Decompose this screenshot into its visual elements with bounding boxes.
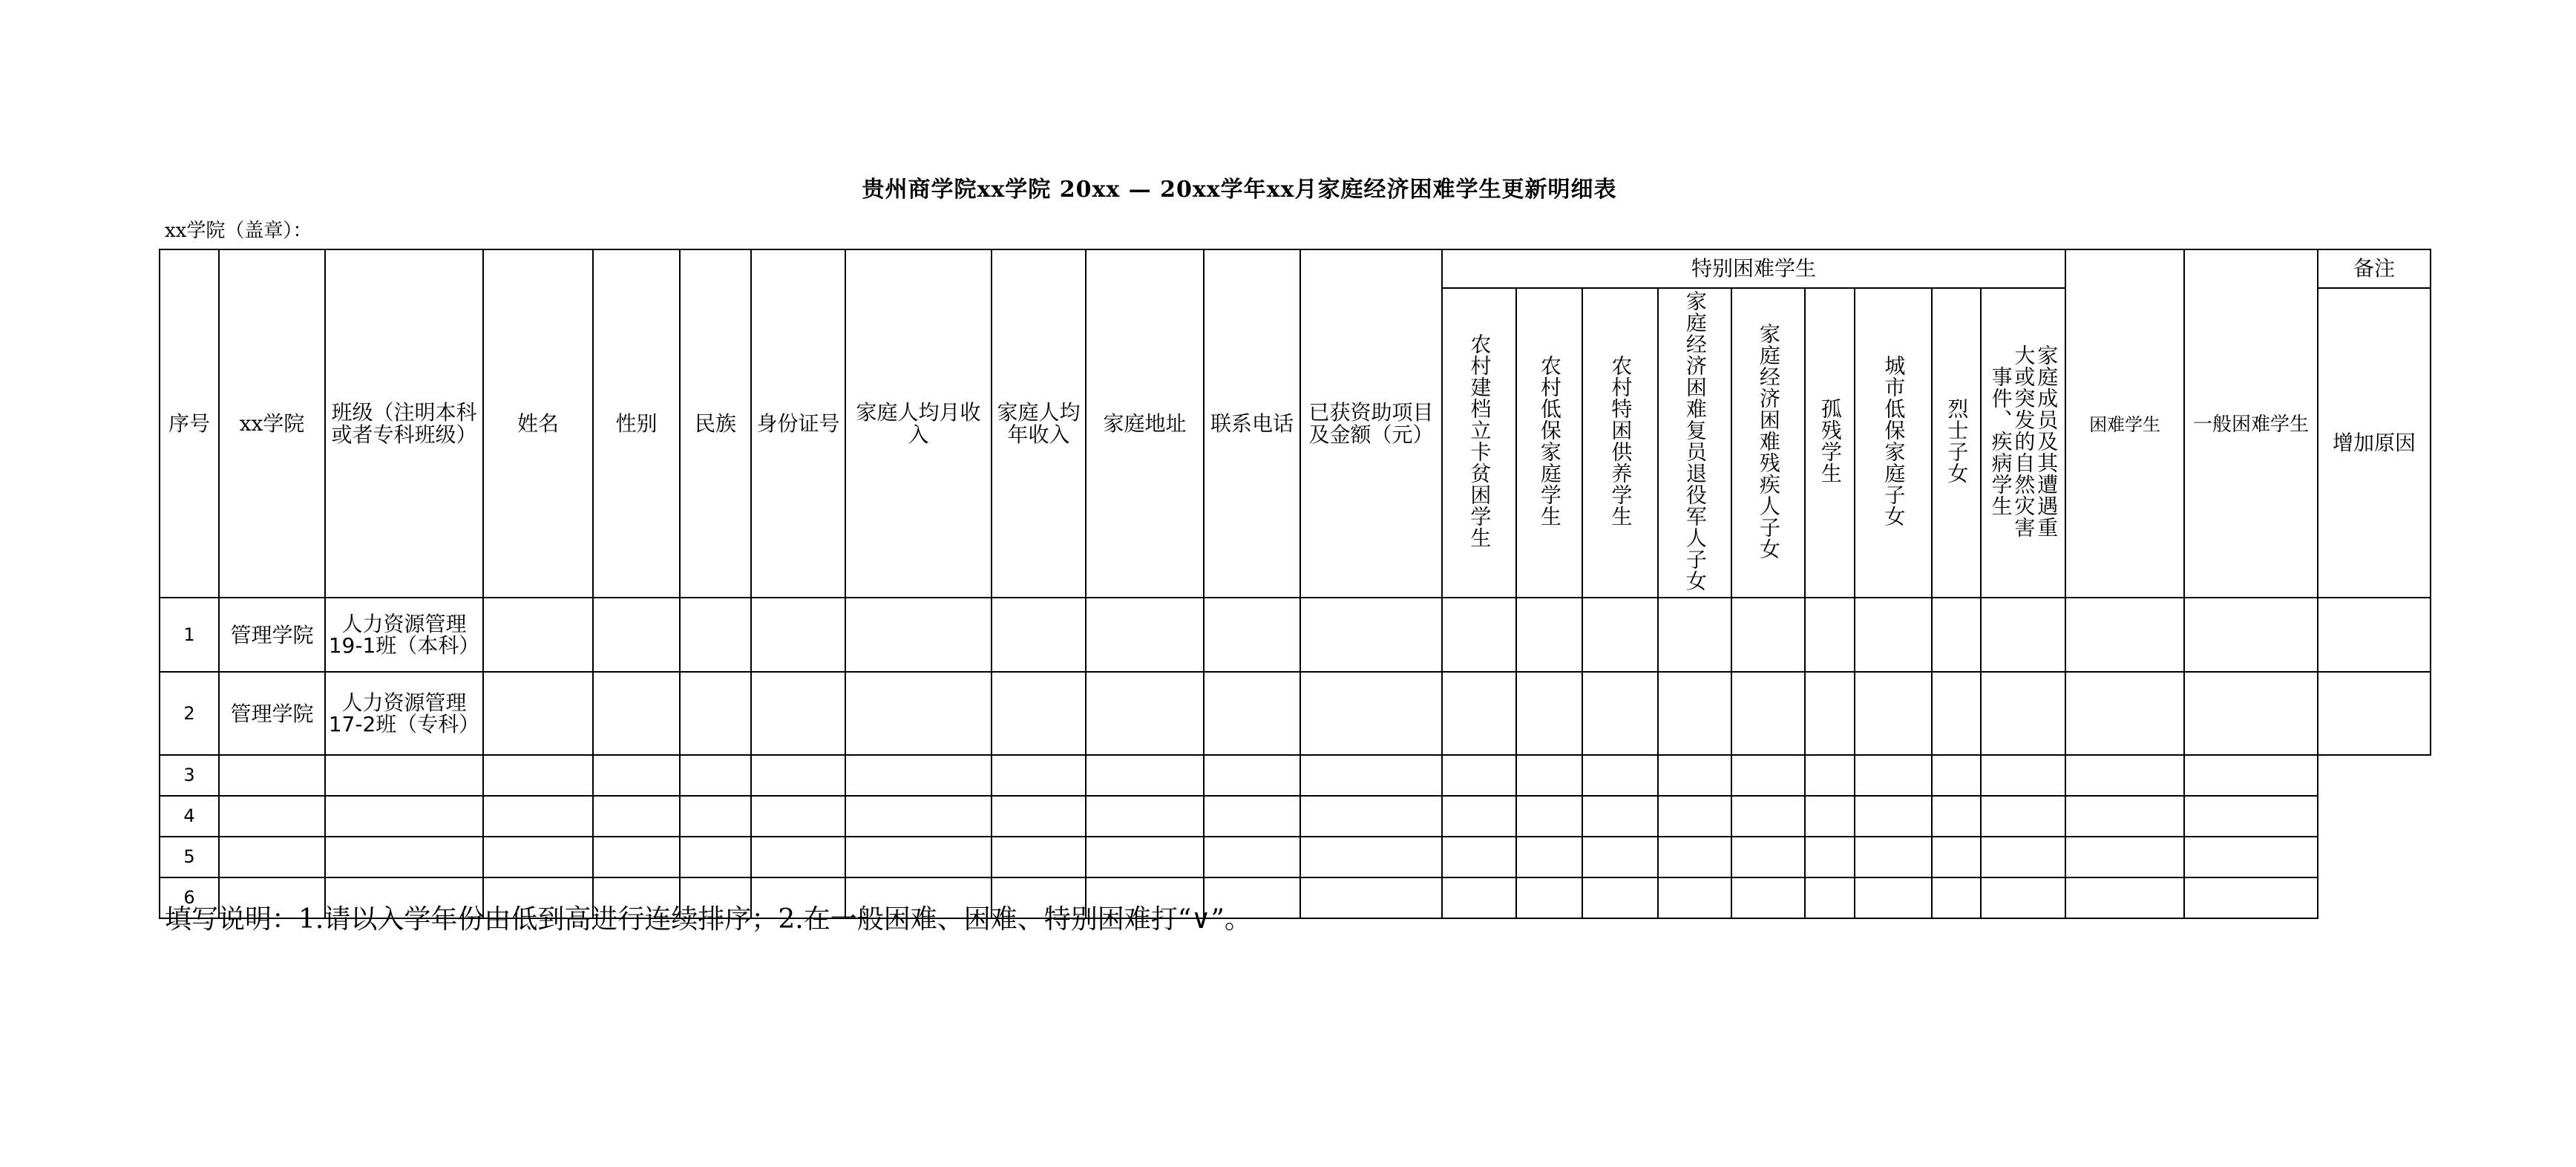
cell[interactable] (2065, 755, 2184, 796)
cell[interactable] (680, 837, 751, 877)
cell[interactable] (1855, 796, 1932, 837)
header-id-number: 身份证号 (751, 249, 845, 598)
cell[interactable] (1300, 796, 1442, 837)
cell[interactable] (1204, 837, 1300, 877)
header-special-3-label: 农村特困供养学生 (1608, 355, 1633, 527)
header-phone: 联系电话 (1204, 249, 1300, 598)
cell[interactable] (483, 672, 593, 755)
cell[interactable] (593, 837, 680, 877)
header-special-4-label: 家庭经济困难复员退役军人子女 (1682, 290, 1708, 592)
cell[interactable] (1805, 796, 1855, 837)
cell[interactable] (1658, 837, 1731, 877)
cell[interactable] (751, 837, 845, 877)
cell[interactable] (1442, 672, 1516, 755)
cell[interactable] (1442, 877, 1516, 918)
cell[interactable] (992, 837, 1086, 877)
header-special-2-label: 农村低保家庭学生 (1537, 355, 1562, 527)
cell[interactable] (325, 755, 483, 796)
cell[interactable] (992, 672, 1086, 755)
header-special-5-label: 家庭经济困难残疾人子女 (1756, 322, 1781, 560)
cell[interactable] (1582, 796, 1658, 837)
cell[interactable] (2065, 672, 2184, 755)
cell[interactable] (2065, 598, 2184, 672)
row-seq: 2 (160, 672, 219, 755)
header-special-8-label: 烈士子女 (1944, 398, 1970, 484)
table-row (160, 755, 2431, 796)
cell[interactable] (680, 598, 751, 672)
table-row (160, 837, 2431, 877)
cell[interactable] (593, 598, 680, 672)
college-stamp-label: xx学院（盖章）： (165, 220, 312, 242)
row-class: 人力资源管理19-1班（本科） (325, 598, 483, 672)
cell[interactable] (1442, 796, 1516, 837)
header-remark: 备注 (2318, 249, 2431, 288)
cell[interactable] (2184, 598, 2318, 672)
header-gender: 性别 (593, 249, 680, 598)
header-special-8 (1932, 288, 1981, 598)
header-special-2 (1516, 288, 1582, 598)
header-special-1-label: 农村建档立卡贫困学生 (1467, 333, 1492, 549)
cell[interactable] (2184, 755, 2318, 796)
cell[interactable] (1442, 837, 1516, 877)
header-difficult-label: 困难学生 (2089, 414, 2161, 435)
cell[interactable] (1442, 598, 1516, 672)
cell[interactable] (219, 837, 325, 877)
cell[interactable] (1981, 796, 2065, 837)
cell[interactable] (1805, 837, 1855, 877)
cell[interactable] (325, 796, 483, 837)
cell[interactable] (1805, 755, 1855, 796)
cell[interactable] (680, 796, 751, 837)
cell[interactable] (1516, 598, 1582, 672)
header-special-7-label: 城市低保家庭子女 (1881, 355, 1907, 527)
header-ethnicity: 民族 (680, 249, 751, 598)
cell[interactable] (845, 796, 992, 837)
cell[interactable] (1204, 672, 1300, 755)
cell[interactable] (1300, 837, 1442, 877)
cell[interactable] (1300, 877, 1442, 918)
header-special-4 (1658, 288, 1731, 598)
cell[interactable] (1855, 598, 1932, 672)
cell[interactable] (1204, 796, 1300, 837)
cell[interactable] (1516, 877, 1582, 918)
header-general-label: 一般困难学生 (2193, 413, 2310, 436)
cell[interactable] (751, 796, 845, 837)
cell[interactable] (992, 598, 1086, 672)
cell[interactable] (219, 796, 325, 837)
row-college: 管理学院 (219, 598, 325, 672)
cell[interactable] (1300, 672, 1442, 755)
cell[interactable] (1731, 837, 1805, 877)
cell[interactable] (1582, 837, 1658, 877)
row-college: 管理学院 (219, 672, 325, 755)
cell[interactable] (751, 598, 845, 672)
cell[interactable] (1582, 877, 1658, 918)
cell[interactable] (483, 796, 593, 837)
header-special-group: 特别困难学生 (1442, 249, 2065, 288)
header-general (2184, 249, 2318, 598)
cell[interactable] (1731, 877, 1805, 918)
cell[interactable] (2318, 672, 2431, 755)
cell[interactable] (2184, 796, 2318, 837)
cell[interactable] (1731, 796, 1805, 837)
row-class: 人力资源管理17-2班（专科） (325, 672, 483, 755)
cell[interactable] (2318, 598, 2431, 672)
header-special-5 (1731, 288, 1805, 598)
cell[interactable] (992, 796, 1086, 837)
cell[interactable] (1981, 598, 2065, 672)
header-aid: 已获资助项目及金额（元） (1300, 249, 1442, 598)
cell[interactable] (483, 837, 593, 877)
cell[interactable] (1442, 755, 1516, 796)
row-seq: 3 (160, 755, 219, 796)
cell[interactable] (593, 755, 680, 796)
cell[interactable] (845, 672, 992, 755)
row-seq: 1 (160, 598, 219, 672)
cell[interactable] (1981, 755, 2065, 796)
header-college: xx学院 (219, 249, 325, 598)
cell[interactable] (2065, 877, 2184, 918)
header-difficult (2065, 249, 2184, 598)
table-row (160, 672, 2431, 755)
cell[interactable] (1658, 672, 1731, 755)
cell[interactable] (1086, 837, 1204, 877)
cell[interactable] (1855, 837, 1932, 877)
cell[interactable] (219, 755, 325, 796)
header-special-1 (1442, 288, 1516, 598)
row-seq: 5 (160, 837, 219, 877)
cell[interactable] (2184, 837, 2318, 877)
cell[interactable] (1658, 796, 1731, 837)
header-seq: 序号 (160, 249, 219, 598)
cell[interactable] (1932, 837, 1981, 877)
cell[interactable] (1658, 598, 1731, 672)
cell[interactable] (1731, 598, 1805, 672)
cell[interactable] (845, 598, 992, 672)
cell[interactable] (680, 755, 751, 796)
header-special-6 (1805, 288, 1855, 598)
cell[interactable] (1805, 877, 1855, 918)
cell[interactable] (1204, 598, 1300, 672)
cell[interactable] (751, 672, 845, 755)
cell[interactable] (1516, 796, 1582, 837)
cell[interactable] (1300, 755, 1442, 796)
cell[interactable] (1932, 755, 1981, 796)
cell[interactable] (845, 837, 992, 877)
cell[interactable] (1805, 598, 1855, 672)
header-name: 姓名 (483, 249, 593, 598)
cell[interactable] (845, 755, 992, 796)
cell[interactable] (680, 672, 751, 755)
cell[interactable] (593, 672, 680, 755)
student-detail-table (159, 249, 2431, 919)
cell[interactable] (1932, 796, 1981, 837)
cell[interactable] (1981, 877, 2065, 918)
cell[interactable] (751, 755, 845, 796)
header-class: 班级（注明本科或者专科班级） (325, 249, 483, 598)
sheet-title: 贵州商学院xx学院 20xx — 20xx学年xx月家庭经济困难学生更新明细表 (862, 177, 1617, 203)
cell[interactable] (2065, 837, 2184, 877)
header-special-9 (1981, 288, 2065, 598)
cell[interactable] (1731, 755, 1805, 796)
cell[interactable] (325, 837, 483, 877)
cell[interactable] (992, 755, 1086, 796)
table-row (160, 598, 2431, 672)
cell[interactable] (483, 598, 593, 672)
header-special-9-label: 家庭成员及其遭遇重大或突发的自然灾害事件、疾病学生 (1988, 344, 2059, 538)
header-special-7 (1855, 288, 1932, 598)
cell[interactable] (1932, 877, 1981, 918)
cell[interactable] (1582, 598, 1658, 672)
cell[interactable] (1516, 837, 1582, 877)
cell[interactable] (1855, 877, 1932, 918)
cell[interactable] (1658, 755, 1731, 796)
cell[interactable] (1981, 837, 2065, 877)
cell[interactable] (593, 796, 680, 837)
cell[interactable] (1731, 672, 1805, 755)
cell[interactable] (1300, 598, 1442, 672)
fill-instructions: 填写说明：1.请以入学年份由低到高进行连续排序；2.在一般困难、困难、特别困难打“∨”。 (165, 904, 1251, 935)
cell[interactable] (2065, 796, 2184, 837)
cell[interactable] (2184, 672, 2318, 755)
cell[interactable] (1981, 672, 2065, 755)
cell[interactable] (2184, 877, 2318, 918)
cell[interactable] (1855, 755, 1932, 796)
header-special-3 (1582, 288, 1658, 598)
cell[interactable] (1516, 672, 1582, 755)
table-row (160, 796, 2431, 837)
header-annual-income: 家庭人均年收入 (992, 249, 1086, 598)
cell[interactable] (1086, 755, 1204, 796)
row-seq: 4 (160, 796, 219, 837)
cell[interactable] (1086, 796, 1204, 837)
cell[interactable] (1805, 672, 1855, 755)
cell[interactable] (1516, 755, 1582, 796)
cell[interactable] (1086, 672, 1204, 755)
cell[interactable] (1204, 755, 1300, 796)
cell[interactable] (1932, 598, 1981, 672)
cell[interactable] (1658, 877, 1731, 918)
cell[interactable] (1582, 755, 1658, 796)
row-seq: 6 (160, 877, 219, 918)
cell[interactable] (1582, 672, 1658, 755)
header-address: 家庭地址 (1086, 249, 1204, 598)
header-monthly-income: 家庭人均月收入 (845, 249, 992, 598)
cell[interactable] (1932, 672, 1981, 755)
cell[interactable] (1086, 598, 1204, 672)
cell[interactable] (1855, 672, 1932, 755)
header-special-6-label: 孤残学生 (1818, 398, 1843, 484)
header-remark-sub: 增加原因 (2318, 288, 2431, 598)
cell[interactable] (483, 755, 593, 796)
